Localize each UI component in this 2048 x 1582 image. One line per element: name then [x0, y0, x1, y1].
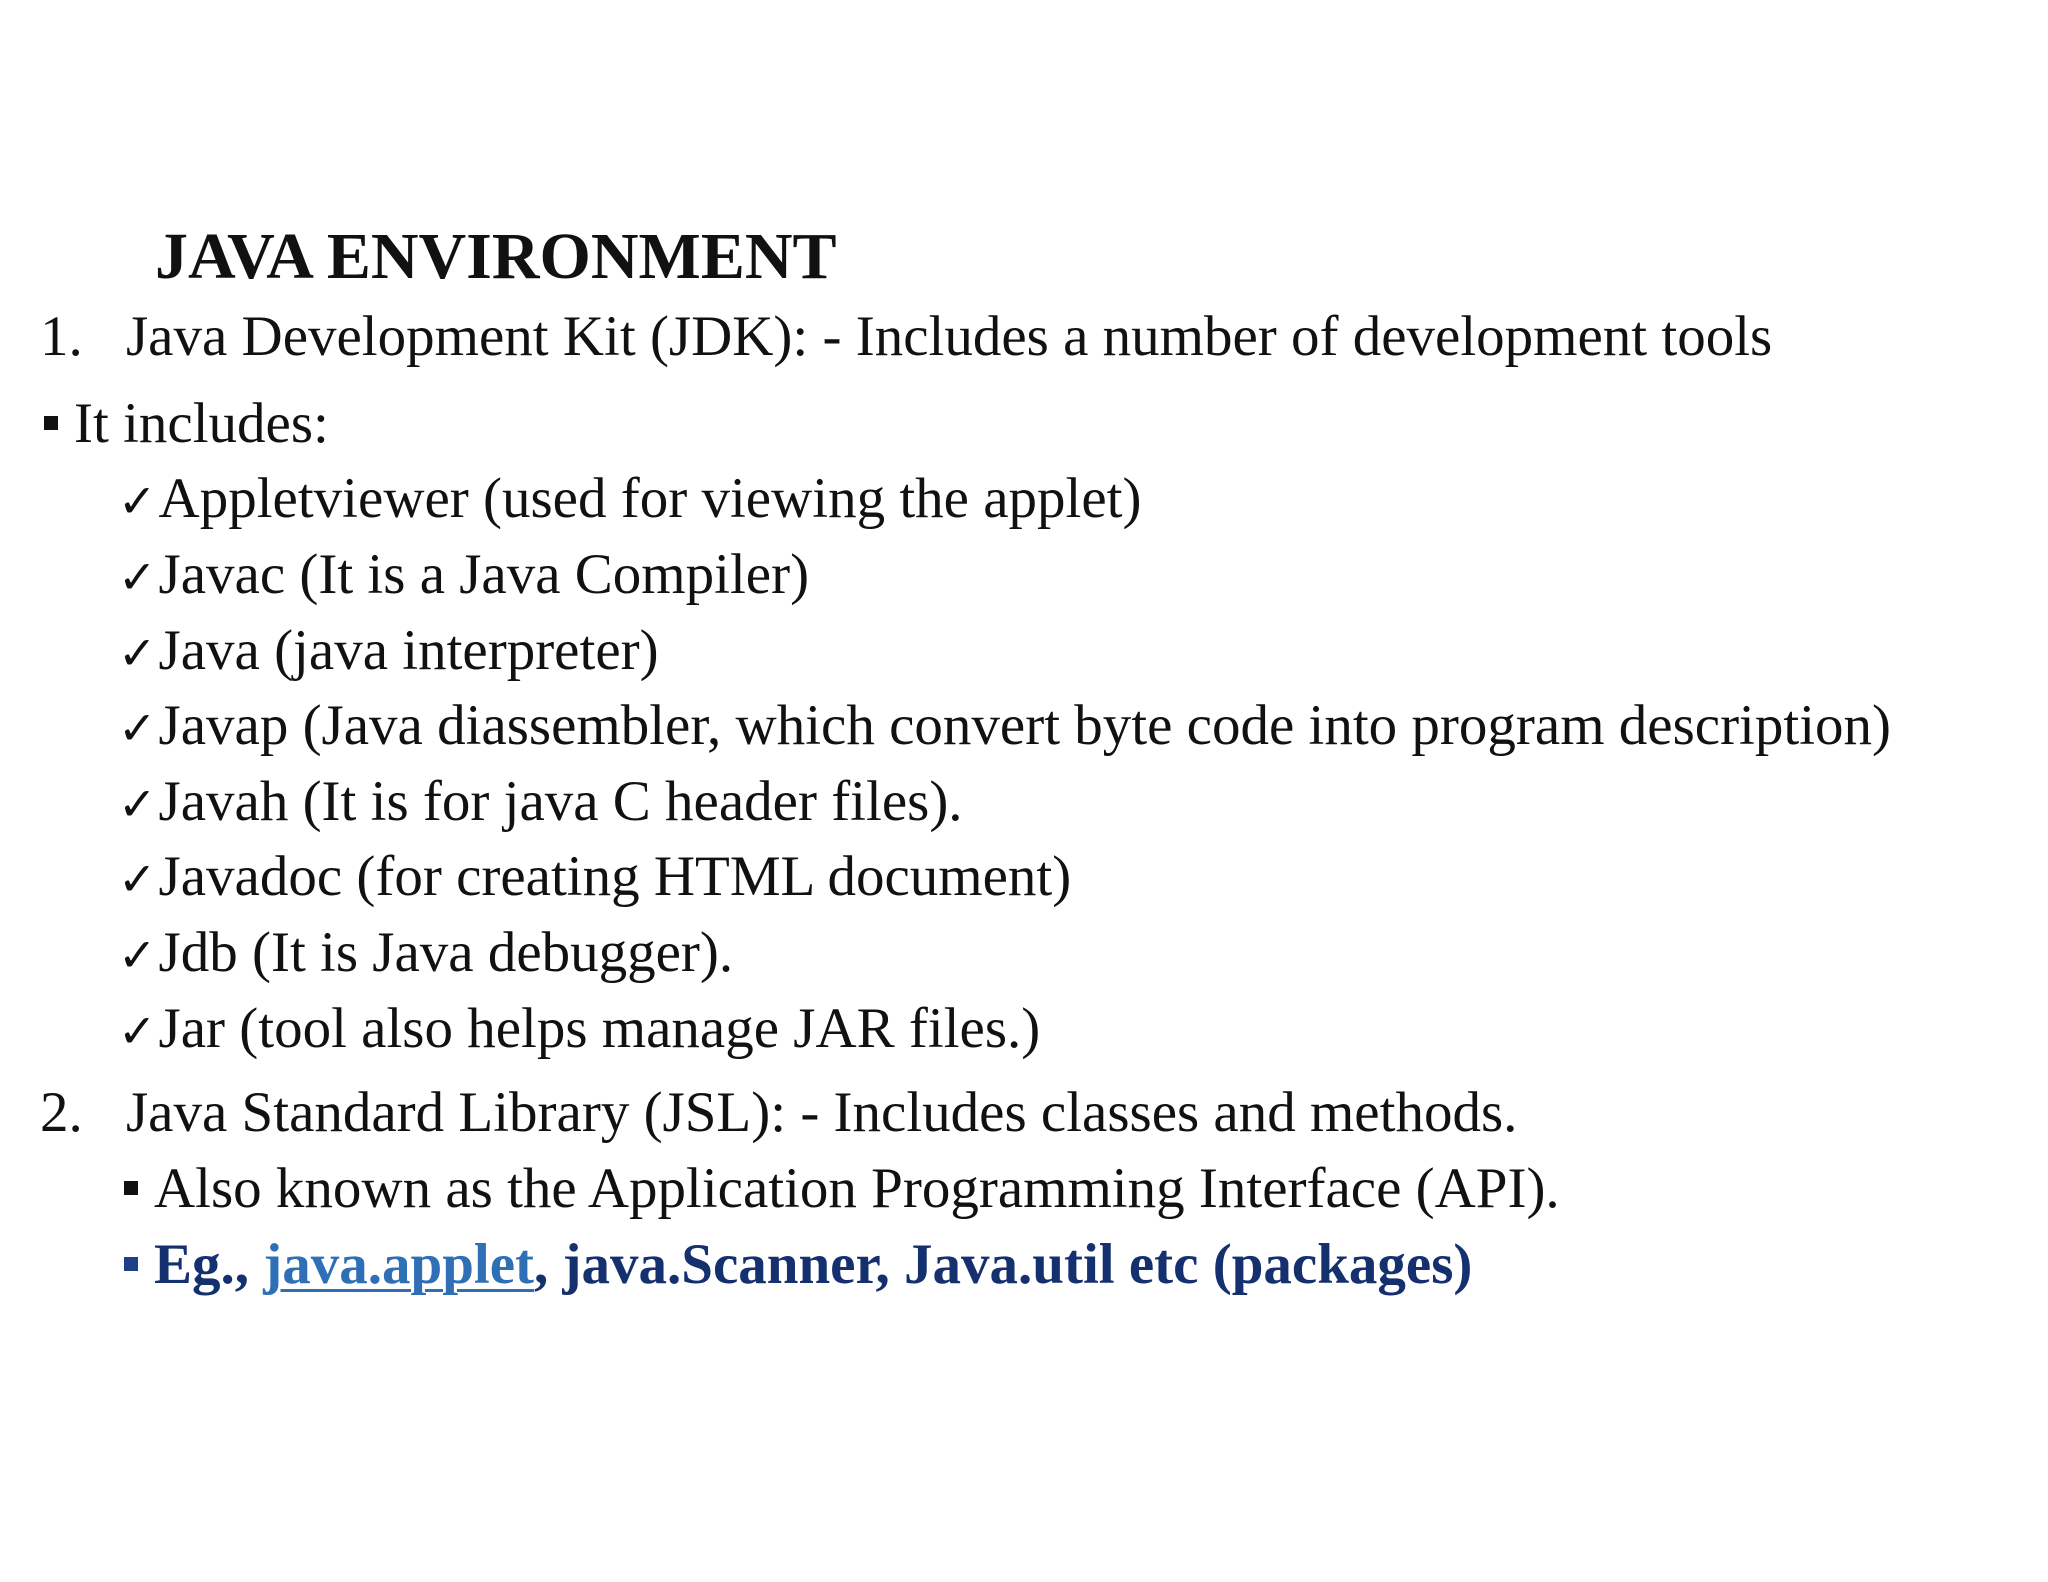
- includes-label: It includes:: [74, 392, 329, 455]
- checkmark-icon: ✓: [118, 852, 157, 906]
- tool-item: [118, 997, 1040, 1063]
- includes-bullet: [44, 392, 329, 456]
- api-bullet: [124, 1157, 1560, 1221]
- section-1-text: Java Development Kit (JDK): - Includes a number of development tools: [126, 305, 1773, 368]
- tool-item-label: Java (java interpreter): [158, 619, 659, 682]
- tool-item: [118, 921, 733, 987]
- tool-item-label: Jar (tool also helps manage JAR files.): [158, 997, 1041, 1060]
- example-bullet: [124, 1233, 1472, 1297]
- api-bullet-text: Also known as the Application Programming Interface (API).: [154, 1157, 1560, 1220]
- section-2-heading: [40, 1081, 1517, 1145]
- tool-item-label: Javap (Java diassembler, which convert byte code into program description): [158, 694, 1892, 757]
- tool-item: [118, 467, 1141, 533]
- tool-item: [118, 770, 963, 836]
- tool-item-label: Appletviewer (used for viewing the applet): [158, 467, 1142, 530]
- section-2-number: 2.: [40, 1081, 83, 1144]
- example-prefix: Eg.,: [154, 1233, 264, 1296]
- tool-item: [118, 619, 659, 685]
- square-bullet-icon: [124, 1181, 138, 1195]
- java-applet-link[interactable]: java.applet: [263, 1233, 535, 1296]
- checkmark-icon: ✓: [118, 777, 157, 831]
- checkmark-icon: ✓: [118, 928, 157, 982]
- checkmark-icon: ✓: [118, 626, 157, 680]
- tool-item-label: Javadoc (for creating HTML document): [158, 845, 1072, 908]
- tool-item: [118, 694, 1891, 760]
- section-1-heading: [40, 305, 1772, 369]
- square-bullet-icon: [44, 416, 58, 430]
- example-suffix: , java.Scanner, Java.util etc (packages): [534, 1233, 1473, 1296]
- tool-item: [118, 543, 809, 609]
- section-2-text: Java Standard Library (JSL): - Includes classes and methods.: [126, 1081, 1518, 1144]
- tool-item-label: Jdb (It is Java debugger).: [158, 921, 734, 984]
- tool-item: [118, 845, 1071, 911]
- checkmark-icon: ✓: [118, 474, 157, 528]
- page-title: JAVA ENVIRONMENT: [155, 220, 837, 293]
- checkmark-icon: ✓: [118, 701, 157, 755]
- checkmark-icon: ✓: [118, 550, 157, 604]
- tool-item-label: Javac (It is a Java Compiler): [158, 543, 810, 606]
- tool-item-label: Javah (It is for java C header files).: [158, 770, 963, 833]
- checkmark-icon: ✓: [118, 1004, 157, 1058]
- square-bullet-icon: [124, 1257, 138, 1271]
- section-1-number: 1.: [40, 305, 83, 368]
